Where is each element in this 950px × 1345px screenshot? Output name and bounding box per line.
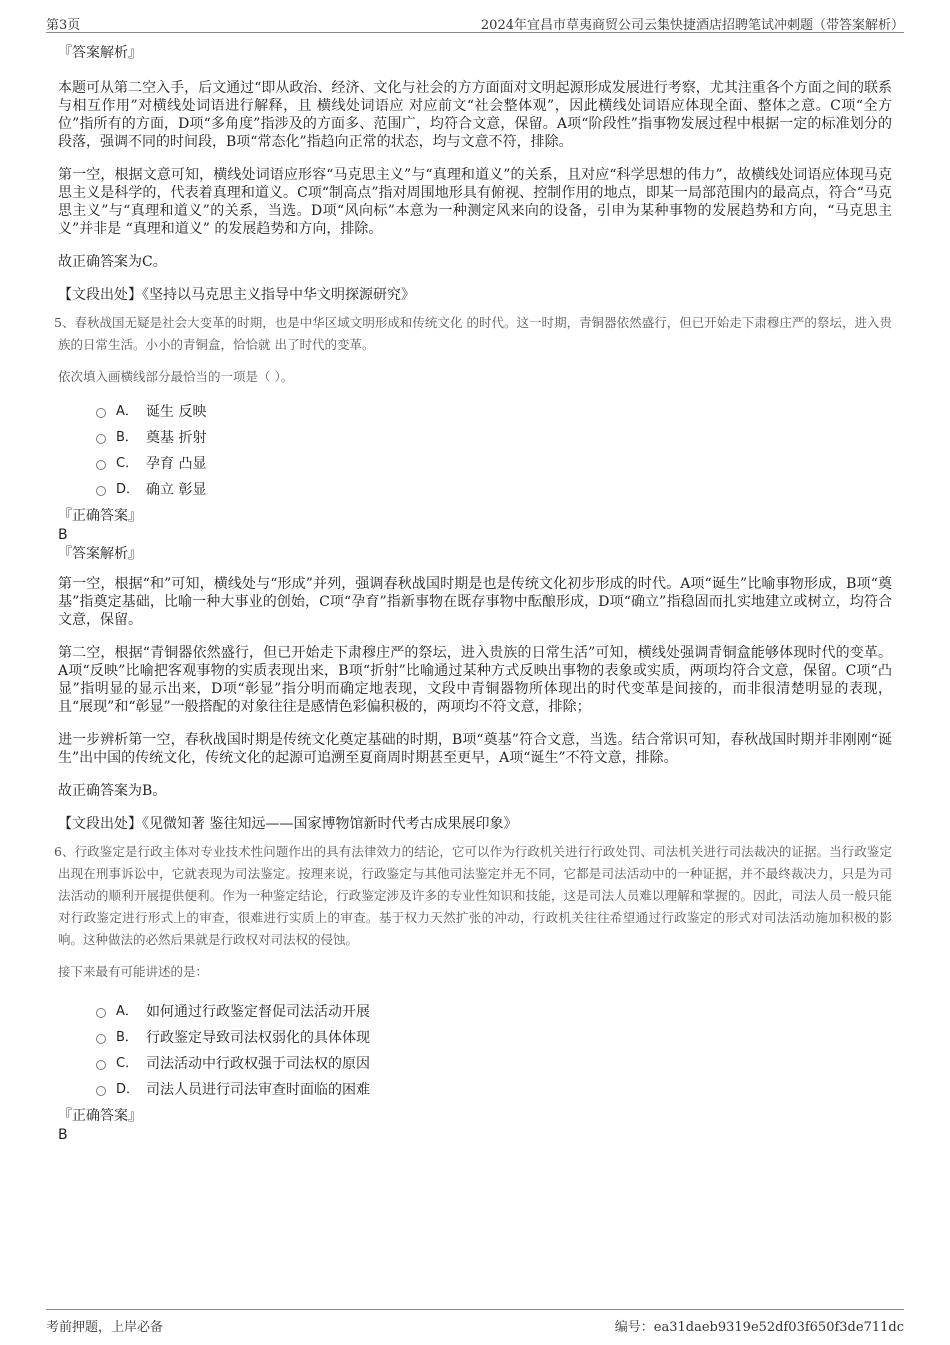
- q5-options: [58, 399, 892, 503]
- option-text: 确立 彰显: [146, 482, 207, 498]
- q5-analysis-paragraph-2: 第二空，根据“青铜器依然盛行，但已开始走下肃穆庄严的祭坛，进入贵族的日常生活”可知，横线处强调青铜盒能够体现时代的变革。A项“反映”比喻把客观事物的实质表现出来，B项“折射”比喻通过某种方式反映出事物的表象或实质，两项均符合文意，保留。C项“凸显”指明显的显示出来，D项“彰显”指分明而确定地表现，文段中青铜器物所体现出的时代变革是间接的，而非很清楚明显的表现，且“展现”和“彰显”一般搭配的对象往往是感情色彩偏积极的，两项均不符文意，排除；: [58, 645, 892, 715]
- document-body: [54, 44, 892, 1145]
- option-letter: B．: [116, 430, 138, 445]
- q5-prompt: 依次填入画横线部分最恰当的一项是（ ）。: [58, 369, 294, 384]
- q4-analysis-label: 『答案解析』: [58, 45, 142, 61]
- option-letter: C．: [116, 456, 139, 471]
- q4-analysis-paragraph-1: 本题可从第二空入手，后文通过“即从政治、经济、文化与社会的方方面面对文明起源形成发展进行考察，尤其注重各个方面之间的联系与相互作用”对横线处词语进行解释，且 横线处词语应 对应前文“社会整体观”，因此横线处词语应体现全面、整体之意。C项“全方位”指所有的方面，D项“多角度”指涉及的方面多、范围广，均符合文意，保留。A项“阶段性”指事物发展过程中根据一定的标准划分的段落，强调不同的时间段，B项“常态化”指趋向正常的状态，均与文意不符，排除。: [58, 80, 892, 150]
- q5-analysis-label: 『答案解析』: [58, 546, 142, 562]
- option-letter: D．: [116, 1082, 140, 1097]
- q5-analysis-paragraph-1: 第一空，根据“和”可知，横线处与“形成”并列，强调春秋战国时期是也是传统文化初步形成的时代。A项“诞生”比喻事物形成，B项“奠基”指奠定基础，比喻一种大事业的创始，C项“孕育”指新事物在既存事物中酝酿形成，D项“确立”指稳固而扎实地建立或树立，均符合文意，保留。: [58, 576, 892, 628]
- q5-correct-answer: B: [58, 527, 68, 543]
- radio-icon[interactable]: [96, 1060, 106, 1070]
- radio-icon[interactable]: [96, 486, 106, 496]
- option-letter: C．: [116, 1056, 139, 1071]
- radio-icon[interactable]: [96, 434, 106, 444]
- q5-option-d[interactable]: [58, 477, 892, 503]
- q6-correct-answer: B: [58, 1127, 68, 1143]
- radio-icon[interactable]: [96, 460, 106, 470]
- q4-conclusion: 故正确答案为C。: [58, 254, 167, 270]
- q5-analysis-paragraph-3: 进一步辨析第一空，春秋战国时期是传统文化奠定基础的时期，B项“奠基”符合文意，当选。结合常识可知，春秋战国时期并非刚刚“诞生”出中国的传统文化，传统文化的起源可追溯至夏商周时期甚至更早，A项“诞生”不符文意，排除。: [58, 732, 892, 766]
- radio-icon[interactable]: [96, 1034, 106, 1044]
- document-title: 2024年宜昌市草夷商贸公司云集快捷酒店招聘笔试冲刺题（带答案解析）: [480, 18, 904, 33]
- q5-conclusion: 故正确答案为B。: [58, 783, 167, 799]
- q6-prompt: 接下来最有可能讲述的是：: [58, 964, 209, 979]
- option-text: 司法人员进行司法审查时面临的困难: [146, 1082, 370, 1098]
- q6-stem: 6、行政鉴定是行政主体对专业技术性问题作出的具有法律效力的结论，它可以作为行政机关进行行政处罚、司法机关进行司法裁决的证据。当行政鉴定出现在刑事诉讼中，它就表现为司法鉴定。按理来说，行政鉴定与其他司法鉴定并无不同，它都是司法活动中的一种证据，并不最终裁决力，只是为司法活动的顺利开展提供便利。作为一种鉴定结论，行政鉴定涉及许多的专业性知识和技能，这是司法人员难以理解和掌握的。因此，司法人员一般只能对行政鉴定进行形式上的审查，很难进行实质上的审查。基于权力天然扩张的冲动，行政机关往往希望通过行政鉴定的形式对司法活动施加积极的影响。这种做法的必然后果就是行政权对司法权的侵蚀。: [54, 844, 892, 947]
- q4-source: 【文段出处】《坚持以马克思主义指导中华文明探源研究》: [58, 287, 415, 303]
- q6-options: [58, 999, 892, 1103]
- page-number: 第3页: [46, 18, 81, 33]
- option-letter: A．: [116, 404, 138, 419]
- q5-stem: 5、春秋战国无疑是社会大变革的时期，也是中华区域文明形成和传统文化 的时代。这一时期，青铜器依然盛行，但已开始走下肃穆庄严的祭坛，进入贵族的日常生活。小小的青铜盒，恰恰就 出了时代的变革。: [54, 315, 892, 352]
- q5-option-a[interactable]: [58, 399, 892, 425]
- q6-option-c[interactable]: [58, 1051, 892, 1077]
- q6-option-d[interactable]: [58, 1077, 892, 1103]
- q4-analysis-paragraph-2: 第一空，根据文意可知，横线处词语应形容“马克思主义”与“真理和道义”的关系，且对应“科学思想的伟力”，故横线处词语应体现马克思主义是科学的，代表着真理和道义。C项“制高点”指对周围地形具有俯视、控制作用的地点，即某一局部范围内的最高点，符合“马克思主义”与“真理和道义”的关系，当选。D项“风向标”本意为一种测定风来向的设备，引申为某种事物的发展趋势和方向，“马克思主义”并非是 “真理和道义” 的发展趋势和方向，排除。: [58, 167, 892, 237]
- radio-icon[interactable]: [96, 408, 106, 418]
- document-id: 编号：ea31daeb9319e52df03f650f3de711dc: [614, 1320, 904, 1335]
- option-text: 行政鉴定导致司法权弱化的具体体现: [146, 1030, 370, 1046]
- option-text: 诞生 反映: [146, 404, 207, 420]
- q5-source: 【文段出处】《见微知著 鉴往知远——国家博物馆新时代考古成果展印象》: [58, 816, 518, 832]
- footer-slogan: 考前押题，上岸必备: [46, 1320, 164, 1335]
- option-text: 如何通过行政鉴定督促司法活动开展: [146, 1004, 370, 1020]
- q5-option-b[interactable]: [58, 425, 892, 451]
- q6-option-b[interactable]: [58, 1025, 892, 1051]
- radio-icon[interactable]: [96, 1008, 106, 1018]
- q6-option-a[interactable]: [58, 999, 892, 1025]
- q6-correct-label: 『正确答案』: [58, 1108, 142, 1124]
- option-text: 孕育 凸显: [146, 456, 207, 472]
- q5-option-c[interactable]: [58, 451, 892, 477]
- page-footer: [46, 1309, 904, 1334]
- radio-icon[interactable]: [96, 1086, 106, 1096]
- option-text: 司法活动中行政权强于司法权的原因: [146, 1056, 370, 1072]
- option-letter: B．: [116, 1030, 138, 1045]
- option-text: 奠基 折射: [146, 430, 207, 446]
- page-header: [46, 12, 904, 33]
- q5-correct-label: 『正确答案』: [58, 508, 142, 524]
- option-letter: D．: [116, 482, 140, 497]
- option-letter: A．: [116, 1004, 138, 1019]
